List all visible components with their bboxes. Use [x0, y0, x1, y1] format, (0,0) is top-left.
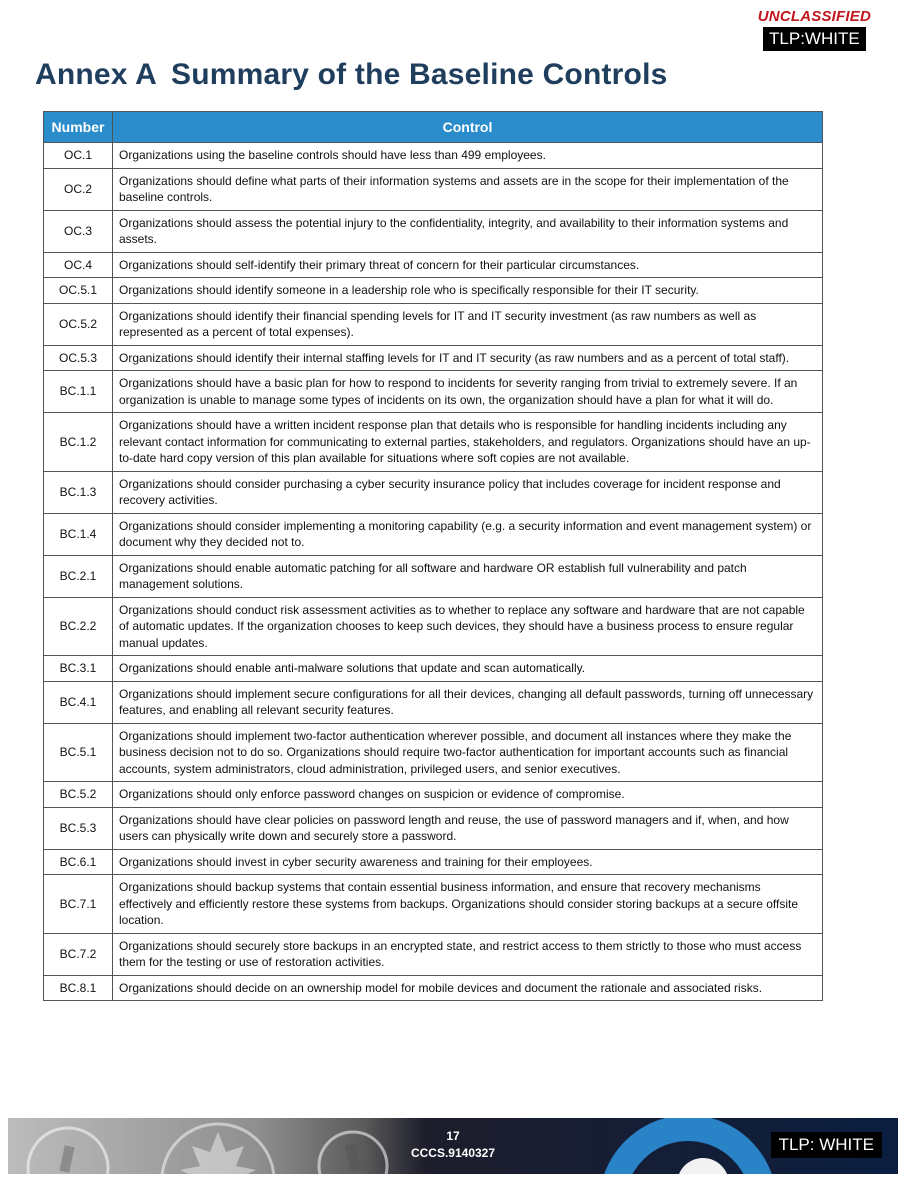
table-row — [44, 210, 823, 252]
control-number: OC.5.1 — [44, 278, 113, 304]
control-number: BC.3.1 — [44, 656, 113, 682]
control-number: BC.5.1 — [44, 723, 113, 782]
table-row — [44, 597, 823, 656]
control-number: BC.7.2 — [44, 933, 113, 975]
control-description: Organizations should implement secure configurations for all their devices, changing all default passwords, turning off unnecessary features, and enabling all relevant security features. — [113, 681, 823, 723]
control-description: Organizations should define what parts of their information systems and assets are in the scope for their implementation of the baseline controls. — [113, 168, 823, 210]
table-row — [44, 345, 823, 371]
table-row — [44, 875, 823, 934]
table-header-row — [44, 112, 823, 143]
control-description: Organizations should assess the potential injury to the confidentiality, integrity, and availability to their information systems and assets. — [113, 210, 823, 252]
control-number: BC.1.3 — [44, 471, 113, 513]
table-row — [44, 681, 823, 723]
control-number: BC.4.1 — [44, 681, 113, 723]
table-row — [44, 656, 823, 682]
control-number: OC.5.2 — [44, 303, 113, 345]
table-row — [44, 723, 823, 782]
table-row — [44, 975, 823, 1001]
control-number: BC.1.4 — [44, 513, 113, 555]
control-number: OC.4 — [44, 252, 113, 278]
table-body — [44, 143, 823, 1001]
control-description: Organizations should invest in cyber security awareness and training for their employees. — [113, 849, 823, 875]
table-row — [44, 168, 823, 210]
control-description: Organizations should conduct risk assessment activities as to whether to replace any software and hardware that are not capable of automatic updates. If the organization chooses to keep such devices, they should have a business process to ensure regular manual updates. — [113, 597, 823, 656]
table-row — [44, 849, 823, 875]
lock-ring-icon — [612, 1128, 764, 1174]
table-row — [44, 807, 823, 849]
table-row — [44, 933, 823, 975]
control-number: BC.1.1 — [44, 371, 113, 413]
table-row — [44, 782, 823, 808]
table-row — [44, 471, 823, 513]
control-number: BC.7.1 — [44, 875, 113, 934]
footer-banner — [8, 1118, 898, 1174]
control-description: Organizations should securely store backups in an encrypted state, and restrict access to them strictly to those who must access them for the testing or use of restoration activities. — [113, 933, 823, 975]
control-description: Organizations should self-identify their primary threat of concern for their particular circumstances. — [113, 252, 823, 278]
table-row — [44, 413, 823, 472]
title-text: Summary of the Baseline Controls — [170, 58, 668, 91]
baseline-controls-table — [43, 111, 823, 1001]
tlp-badge-top: TLP:WHITE — [763, 27, 866, 51]
control-description: Organizations should only enforce password changes on suspicion or evidence of compromise. — [113, 782, 823, 808]
coin-icon — [319, 1132, 387, 1174]
table-row — [44, 278, 823, 304]
page-title — [35, 58, 668, 92]
control-number: OC.2 — [44, 168, 113, 210]
control-number: BC.8.1 — [44, 975, 113, 1001]
coin-icon — [28, 1128, 108, 1174]
page-number: 17 — [446, 1129, 460, 1143]
control-description: Organizations should have a basic plan for how to respond to incidents for severity ranging from trivial to extremely severe. If an organization is unable to manage some types of incidents on its own, the organization should have a plan for what it will do. — [113, 371, 823, 413]
header-control: Control — [113, 112, 823, 143]
table-row — [44, 252, 823, 278]
annex-label: Annex A — [35, 58, 157, 91]
table-row — [44, 555, 823, 597]
control-number: BC.2.2 — [44, 597, 113, 656]
control-description: Organizations should identify their internal staffing levels for IT and IT security (as raw numbers and as a percent of total staff). — [113, 345, 823, 371]
table-row — [44, 143, 823, 169]
control-number: BC.5.2 — [44, 782, 113, 808]
control-description: Organizations using the baseline controls should have less than 499 employees. — [113, 143, 823, 169]
control-description: Organizations should consider implementing a monitoring capability (e.g. a security information and event management system) or document why they decided not to. — [113, 513, 823, 555]
control-description: Organizations should enable anti-malware solutions that update and scan automatically. — [113, 656, 823, 682]
document-id: CCCS.9140327 — [410, 1146, 496, 1160]
table-row — [44, 371, 823, 413]
classification-label: UNCLASSIFIED — [757, 8, 871, 25]
control-description: Organizations should identify someone in a leadership role who is specifically responsible for their IT security. — [113, 278, 823, 304]
classification-block — [758, 8, 871, 51]
footer-page-info — [408, 1128, 498, 1162]
maple-leaf-icon — [162, 1124, 274, 1174]
tlp-badge-bottom: TLP: WHITE — [771, 1132, 882, 1158]
control-number: OC.3 — [44, 210, 113, 252]
control-number: BC.5.3 — [44, 807, 113, 849]
control-number: BC.6.1 — [44, 849, 113, 875]
control-description: Organizations should have clear policies on password length and reuse, the use of password managers and if, when, and how users can physically write down and securely store a password. — [113, 807, 823, 849]
control-number: OC.1 — [44, 143, 113, 169]
control-number: OC.5.3 — [44, 345, 113, 371]
table-row — [44, 303, 823, 345]
control-description: Organizations should have a written incident response plan that details who is responsible for handling incidents including any relevant contact information for communicating to external parties, stakeholders, and regulators. Organizations should have an up-to-date hard copy version of this plan available for situations where soft copies are not available. — [113, 413, 823, 472]
control-description: Organizations should decide on an ownership model for mobile devices and document the rationale and associated risks. — [113, 975, 823, 1001]
control-number: BC.2.1 — [44, 555, 113, 597]
header-number: Number — [44, 112, 113, 143]
control-description: Organizations should consider purchasing a cyber security insurance policy that includes coverage for incident response and recovery activities. — [113, 471, 823, 513]
table-row — [44, 513, 823, 555]
control-number: BC.1.2 — [44, 413, 113, 472]
control-description: Organizations should backup systems that contain essential business information, and ensure that recovery mechanisms effectively and efficiently restore these systems from backups. Organizations should consider storing backups at a secure offsite location. — [113, 875, 823, 934]
control-description: Organizations should implement two-factor authentication wherever possible, and document all instances where they make the business decision not to do so. Organizations should require two-factor authentication for important accounts such as financial accounts, system administrators, cloud administration, privileged users, and senior executives. — [113, 723, 823, 782]
control-description: Organizations should identify their financial spending levels for IT and IT security investment (as raw numbers as well as represented as a percent of total expenses). — [113, 303, 823, 345]
control-description: Organizations should enable automatic patching for all software and hardware OR establish full vulnerability and patch management solutions. — [113, 555, 823, 597]
